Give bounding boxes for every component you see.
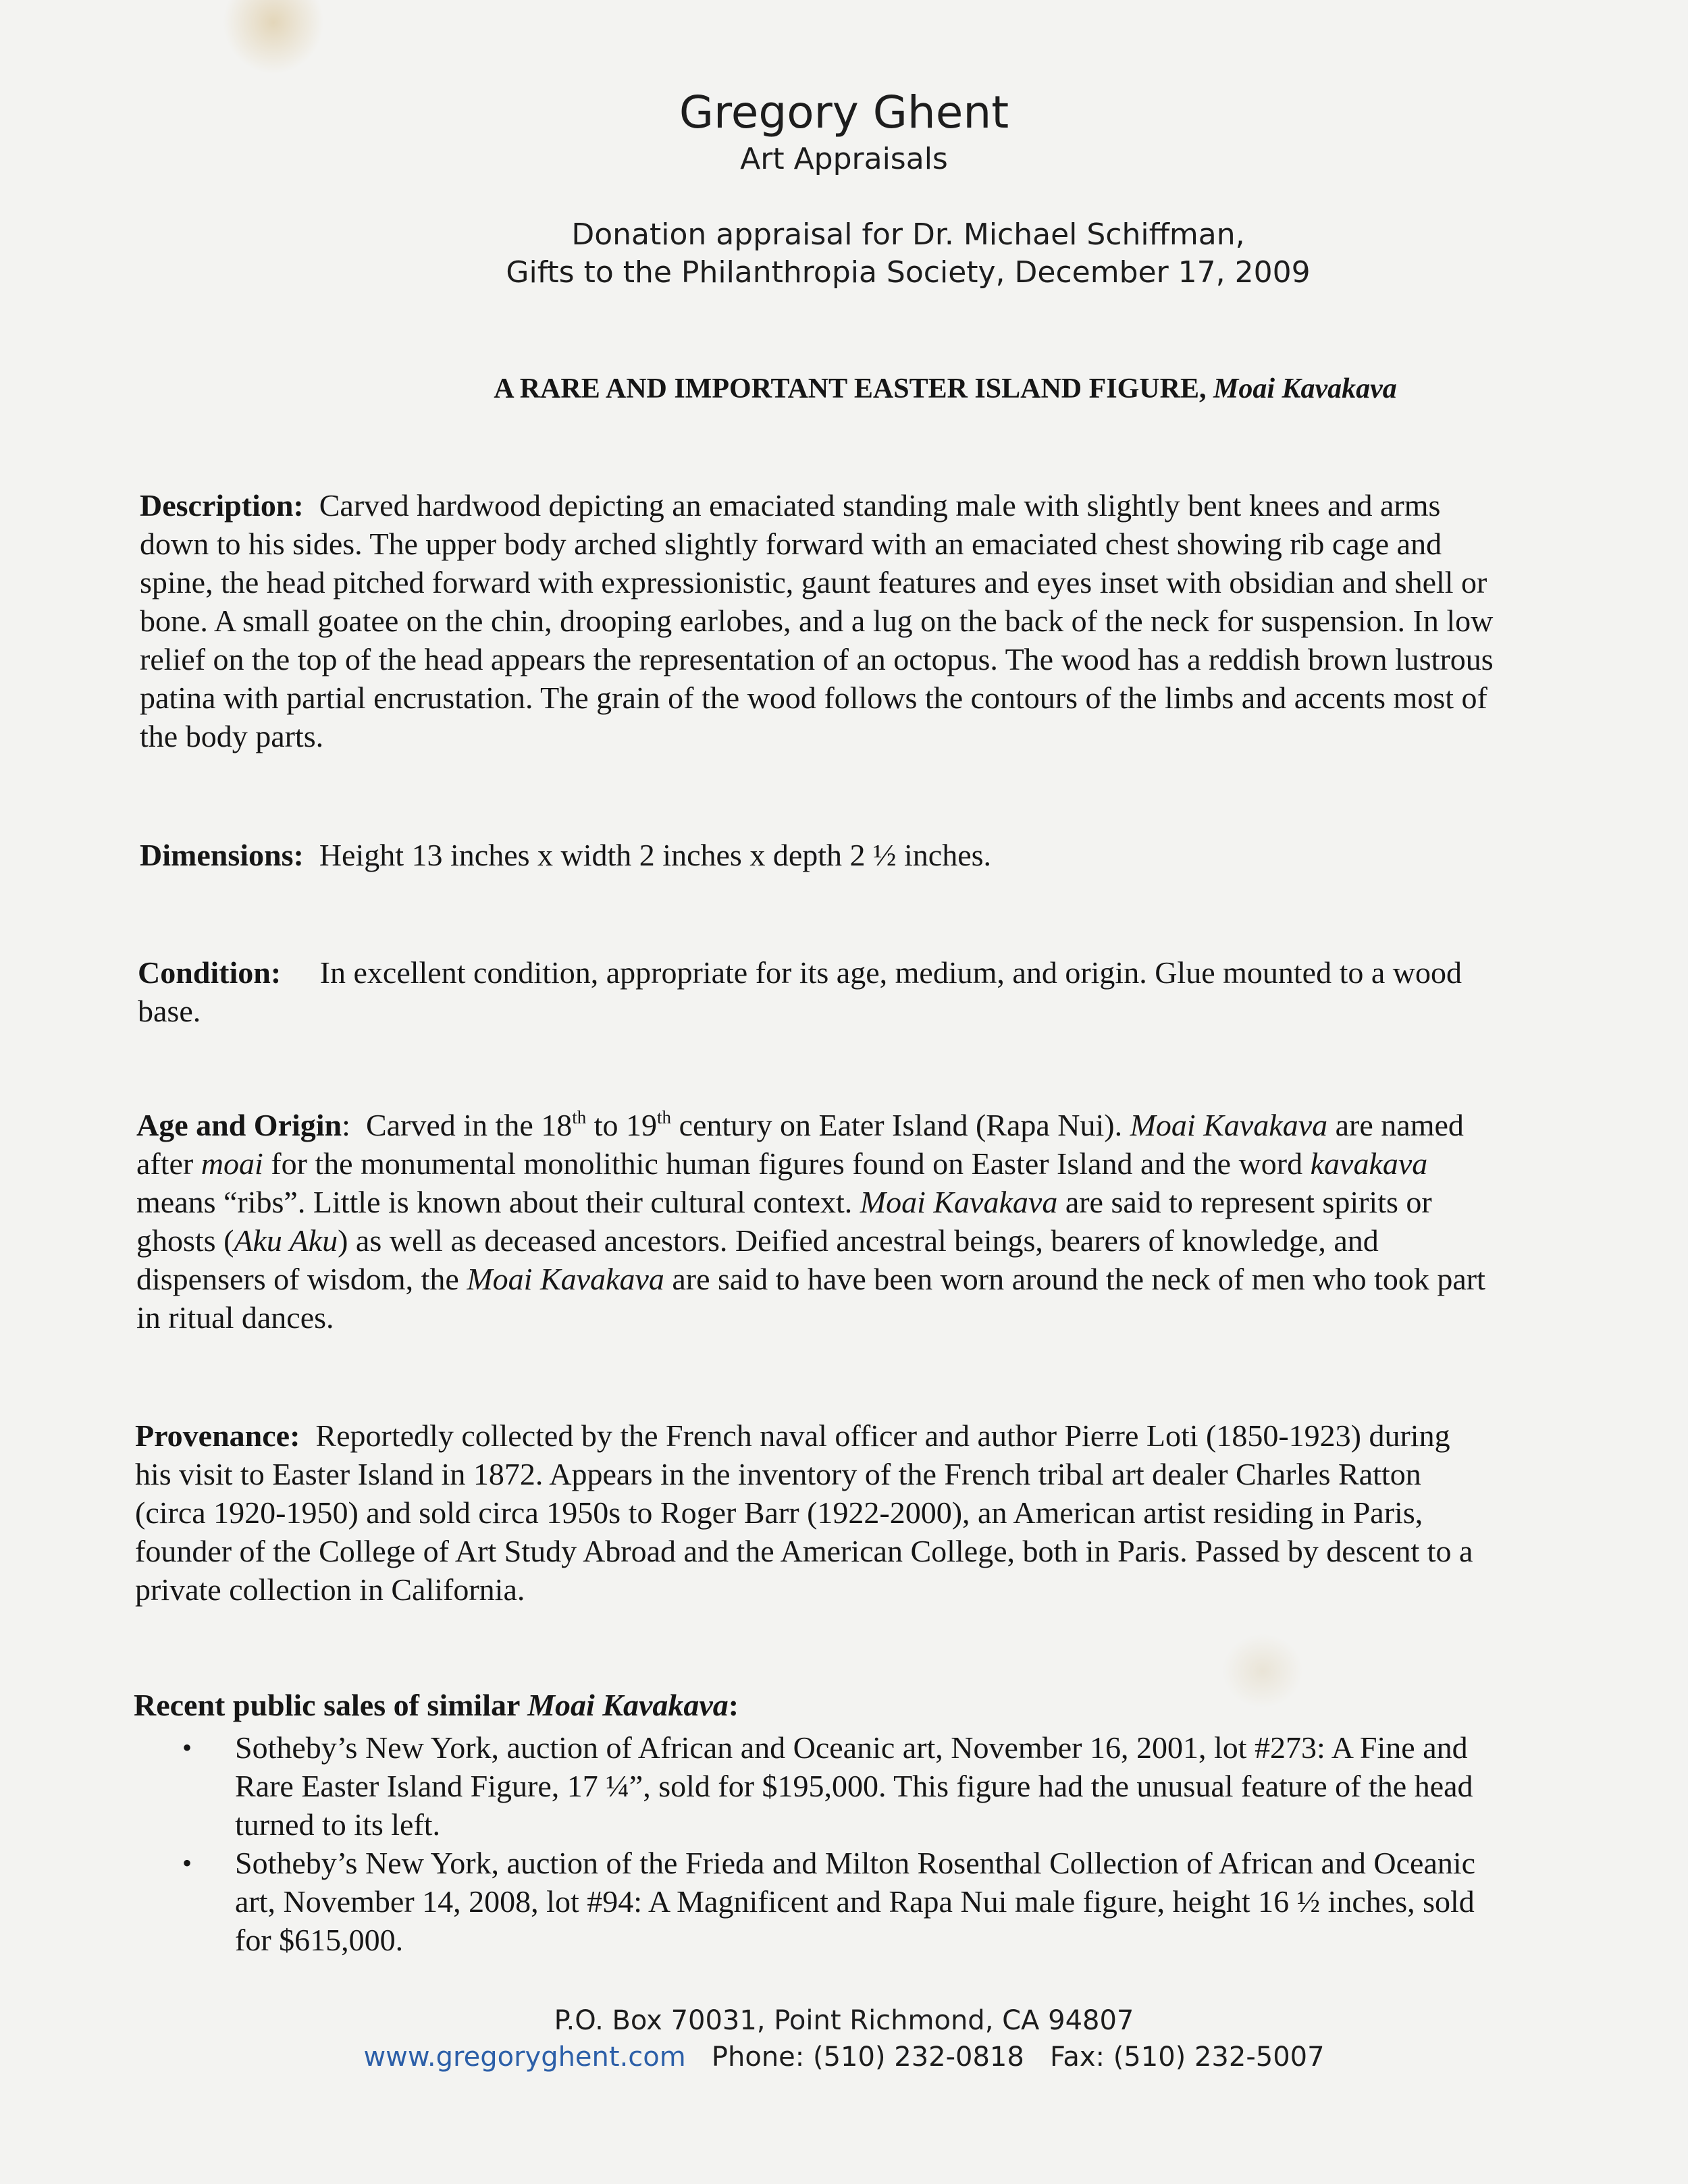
footer-address: P.O. Box 70031, Point Richmond, CA 94807 <box>554 2005 1134 2036</box>
age-text: are said to have been worn around the neck of men who took part in ritual dances. <box>136 1262 1485 1335</box>
description-text: Carved hardwood depicting an emaciated standing male with slightly bent knees and arms down to his sides. The upper body arched slightly forward with an emaciated chest showing rib cage and spine, the head pitched forward with expressionistic, gaunt features and eyes inset with obsidian and shell or bone. A small goatee on the chin, drooping earlobes, and a lug on the back of the neck for suspension. In low relief on the top of the head appears the representation of an octopus. The wood has a reddish brown lustrous patina with partial encrustation. The grain of the wood follows the contours of the limbs and accents most of the body parts. <box>140 488 1494 753</box>
provenance-section <box>135 1416 1489 1609</box>
recent-sales-heading-text: Recent public sales of similar <box>134 1688 520 1722</box>
object-title-main: A RARE AND IMPORTANT EASTER ISLAND FIGURE, <box>494 373 1207 404</box>
firm-name: Gregory Ghent <box>679 86 1009 138</box>
condition-text: In excellent condition, appropriate for its age, medium, and origin. Glue mounted to a wood base. <box>138 955 1462 1028</box>
website-link[interactable]: www.gregoryghent.com <box>363 2042 686 2073</box>
age-origin-label: Age and Origin <box>136 1108 342 1142</box>
list-item-text: Sotheby’s New York, auction of the Frieda and Milton Rosenthal Collection of African and Oceanic art, November 14, 2008, lot #94: A Magnificent and Rapa Nui male figure, height 16 ½ inches, sold for $615,000. <box>235 1846 1476 1957</box>
fax-number: Fax: (510) 232-5007 <box>1049 2042 1325 2073</box>
age-text: for the monumental monolithic human figures found on Easter Island and the word <box>263 1146 1311 1181</box>
recent-sales-list <box>134 1728 1491 1959</box>
list-item-text: Sotheby’s New York, auction of African and Oceanic art, November 16, 2001, lot #273: A Fine and Rare Easter Island Figure, 17 ¼”, sold for $195,000. This figure had the unusual feature of the head turned to its left. <box>235 1730 1473 1842</box>
dimensions-label: Dimensions: <box>140 838 304 872</box>
firm-subtitle: Art Appraisals <box>740 142 948 176</box>
age-superscript: th <box>657 1107 672 1127</box>
object-title-italic: Moai Kavakava <box>1213 373 1397 404</box>
condition-label: Condition: <box>138 955 282 990</box>
age-text: ) as well as deceased ancestors. Deified ancestral beings, bearers of knowledge, and dispensers of wisdom, the <box>136 1223 1379 1296</box>
age-italic-term: Moai Kavakava <box>467 1262 664 1296</box>
list-item <box>134 1728 1491 1844</box>
phone-number: Phone: (510) 232-0818 <box>711 2042 1024 2073</box>
bullet-icon: • <box>182 1732 192 1763</box>
dimensions-section <box>140 836 1494 874</box>
age-italic-term: Moai Kavakava <box>860 1185 1058 1219</box>
occasion-line-2: Gifts to the Philanthropia Society, December 17, 2009 <box>506 255 1311 290</box>
age-superscript: th <box>572 1107 587 1127</box>
recent-sales-heading <box>134 1686 739 1724</box>
age-text: to 19 <box>586 1108 658 1142</box>
age-text: century on Eater Island (Rapa Nui). <box>671 1108 1130 1142</box>
age-italic-term: Moai Kavakava <box>1130 1108 1328 1142</box>
age-text: are named after <box>136 1108 1464 1181</box>
age-italic-term: kavakava <box>1310 1146 1428 1181</box>
description-label: Description: <box>140 488 304 523</box>
paper-stain <box>223 0 324 74</box>
age-text: means “ribs”. Little is known about their cultural context. <box>136 1185 860 1219</box>
provenance-text: Reportedly collected by the French naval officer and author Pierre Loti (1850-1923) during his visit to Easter Island in 1872. Appears in the inventory of the French tribal art dealer Charles Ratton (circa 1920-1950) and sold circa 1950s to Roger Barr (1922-2000), an American artist residing in Paris, founder of the College of Art Study Abroad and the American College, both in Paris. Passed by descent to a private collection in California. <box>135 1418 1473 1607</box>
age-text: are said to represent spirits or ghosts ( <box>136 1185 1432 1258</box>
condition-section <box>138 953 1492 1030</box>
recent-sales-heading-italic: Moai Kavakava <box>527 1688 729 1722</box>
recent-sales-heading-colon: : <box>728 1688 739 1722</box>
footer-contact <box>0 2042 1688 2073</box>
age-italic-term: moai <box>201 1146 263 1181</box>
age-origin-colon: : <box>342 1108 350 1142</box>
dimensions-text: Height 13 inches x width 2 inches x depth 2 ½ inches. <box>319 838 992 872</box>
age-italic-term: Aku Aku <box>234 1223 338 1258</box>
provenance-label: Provenance: <box>135 1418 300 1453</box>
occasion-line-1: Donation appraisal for Dr. Michael Schiffman, <box>571 217 1245 252</box>
age-text: Carved in the 18 <box>365 1108 573 1142</box>
bullet-icon: • <box>182 1848 192 1878</box>
object-title <box>101 373 1688 405</box>
age-origin-section <box>136 1106 1490 1337</box>
paper-stain <box>1222 1634 1303 1708</box>
list-item <box>134 1844 1491 1959</box>
description-section <box>140 486 1494 755</box>
